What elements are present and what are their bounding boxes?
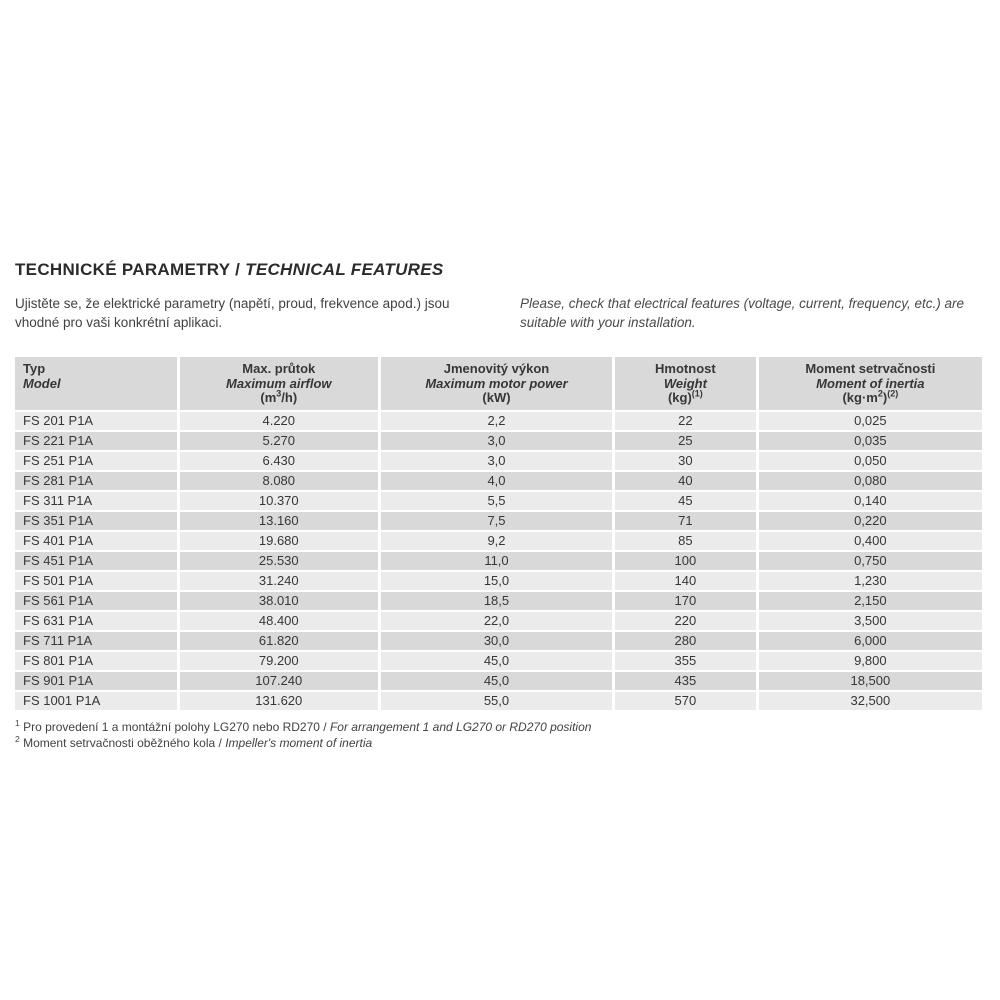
cell-moment-of-inertia: 0,080	[759, 472, 982, 490]
column-header-unit: $(kg\cdot m^2)^{(2)}$	[842, 388, 899, 406]
table-body	[15, 412, 982, 710]
table-row	[15, 552, 982, 570]
cell-weight: 435	[615, 672, 756, 690]
footnote-1-marker: 1	[15, 717, 20, 728]
page-title-english: TECHNICAL FEATURES	[245, 260, 444, 279]
cell-moment-of-inertia: 18,500	[759, 672, 982, 690]
cell-motor-power: 18,5	[381, 592, 612, 610]
cell-max-airflow: 4.220	[180, 412, 378, 430]
cell-motor-power: 3,0	[381, 452, 612, 470]
cell-weight: 85	[615, 532, 756, 550]
cell-max-airflow: 107.240	[180, 672, 378, 690]
cell-motor-power: 3,0	[381, 432, 612, 450]
table-row	[15, 532, 982, 550]
page-title-czech: TECHNICKÉ PARAMETRY /	[15, 260, 246, 279]
footnotes	[15, 719, 985, 752]
cell-moment-of-inertia: 6,000	[759, 632, 982, 650]
column-header-label-cz: Typ	[23, 361, 46, 377]
cell-motor-power: 11,0	[381, 552, 612, 570]
footnote-2-marker: 2	[15, 734, 20, 745]
cell-moment-of-inertia: 0,400	[759, 532, 982, 550]
table-row	[15, 452, 982, 470]
cell-weight: 280	[615, 632, 756, 650]
cell-motor-power: 7,5	[381, 512, 612, 530]
column-header-label-cz: Hmotnost	[655, 361, 716, 377]
cell-model: FS 251 P1A	[15, 452, 177, 470]
cell-motor-power: 9,2	[381, 532, 612, 550]
column-header-max-airflow	[180, 357, 378, 410]
table-row	[15, 592, 982, 610]
intro-paragraph-czech: Ujistěte se, že elektrické parametry (napětí, proud, frekvence apod.) jsou vhodné pro vaši konkrétní aplikaci.	[15, 296, 450, 330]
column-header-unit: (kg)$^{(1)}$	[667, 388, 703, 406]
table-header	[15, 357, 982, 410]
cell-model: FS 281 P1A	[15, 472, 177, 490]
footnote-1	[15, 719, 985, 735]
footnote-2-czech: Moment setrvačnosti oběžného kola /	[23, 736, 226, 751]
cell-max-airflow: 131.620	[180, 692, 378, 710]
cell-weight: 220	[615, 612, 756, 630]
cell-motor-power: 15,0	[381, 572, 612, 590]
cell-moment-of-inertia: 2,150	[759, 592, 982, 610]
cell-max-airflow: 31.240	[180, 572, 378, 590]
column-header-label-en: Maximum airflow	[226, 375, 332, 391]
cell-motor-power: 55,0	[381, 692, 612, 710]
cell-moment-of-inertia: 0,025	[759, 412, 982, 430]
column-header-label-en: Maximum motor power	[425, 375, 568, 391]
cell-weight: 71	[615, 512, 756, 530]
column-header-label-cz: Jmenovitý výkon	[443, 361, 550, 377]
table-row	[15, 492, 982, 510]
cell-weight: 40	[615, 472, 756, 490]
cell-model: FS 501 P1A	[15, 572, 177, 590]
table-row	[15, 672, 982, 690]
cell-weight: 45	[615, 492, 756, 510]
column-header-unit: $(m^3/h)$	[260, 388, 298, 406]
cell-moment-of-inertia: 0,140	[759, 492, 982, 510]
cell-motor-power: 2,2	[381, 412, 612, 430]
cell-max-airflow: 6.430	[180, 452, 378, 470]
cell-model: FS 631 P1A	[15, 612, 177, 630]
cell-max-airflow: 19.680	[180, 532, 378, 550]
cell-model: FS 311 P1A	[15, 492, 177, 510]
cell-model: FS 221 P1A	[15, 432, 177, 450]
cell-model: FS 451 P1A	[15, 552, 177, 570]
table-row	[15, 472, 982, 490]
cell-moment-of-inertia: 0,050	[759, 452, 982, 470]
footnote-2	[15, 735, 985, 751]
cell-model: FS 561 P1A	[15, 592, 177, 610]
column-header-label-en: Moment of inertia	[816, 375, 925, 391]
cell-motor-power: 45,0	[381, 652, 612, 670]
cell-max-airflow: 10.370	[180, 492, 378, 510]
cell-model: FS 201 P1A	[15, 412, 177, 430]
cell-max-airflow: 25.530	[180, 552, 378, 570]
table-row	[15, 652, 982, 670]
cell-weight: 30	[615, 452, 756, 470]
intro-paragraphs	[15, 295, 985, 332]
cell-motor-power: 22,0	[381, 612, 612, 630]
cell-motor-power: 45,0	[381, 672, 612, 690]
cell-max-airflow: 5.270	[180, 432, 378, 450]
cell-max-airflow: 13.160	[180, 512, 378, 530]
cell-motor-power: 4,0	[381, 472, 612, 490]
column-header-model	[15, 357, 177, 410]
cell-max-airflow: 61.820	[180, 632, 378, 650]
cell-model: FS 711 P1A	[15, 632, 177, 650]
cell-weight: 100	[615, 552, 756, 570]
cell-moment-of-inertia: 1,230	[759, 572, 982, 590]
cell-moment-of-inertia: 9,800	[759, 652, 982, 670]
cell-motor-power: 5,5	[381, 492, 612, 510]
footnote-1-english: For arrangement 1 and LG270 or RD270 position	[329, 719, 592, 734]
cell-moment-of-inertia: 3,500	[759, 612, 982, 630]
footnote-1-czech: Pro provedení 1 a montážní polohy LG270 nebo RD270 /	[23, 719, 330, 734]
cell-max-airflow: 38.010	[180, 592, 378, 610]
cell-moment-of-inertia: 0,035	[759, 432, 982, 450]
table-row	[15, 632, 982, 650]
column-header-label-cz: Max. průtok	[242, 361, 316, 377]
cell-weight: 170	[615, 592, 756, 610]
column-header-moment-of-inertia	[759, 357, 982, 410]
table-row	[15, 572, 982, 590]
table-row	[15, 512, 982, 530]
cell-weight: 25	[615, 432, 756, 450]
cell-model: FS 801 P1A	[15, 652, 177, 670]
cell-weight: 22	[615, 412, 756, 430]
column-header-weight	[615, 357, 756, 410]
column-header-label-en: Model	[23, 375, 61, 391]
cell-max-airflow: 48.400	[180, 612, 378, 630]
cell-weight: 140	[615, 572, 756, 590]
cell-weight: 355	[615, 652, 756, 670]
technical-features-table	[12, 355, 985, 712]
intro-paragraph-english: Please, check that electrical features (voltage, current, frequency, etc.) are suitable with your installation.	[520, 296, 964, 330]
column-header-motor-power	[381, 357, 612, 410]
column-header-label-en: Weight	[663, 375, 707, 391]
cell-moment-of-inertia: 0,750	[759, 552, 982, 570]
footnote-2-english: Impeller's moment of inertia	[225, 736, 373, 751]
cell-moment-of-inertia: 0,220	[759, 512, 982, 530]
cell-weight: 570	[615, 692, 756, 710]
column-header-label-cz: Moment setrvačnosti	[805, 361, 936, 377]
cell-max-airflow: 8.080	[180, 472, 378, 490]
cell-max-airflow: 79.200	[180, 652, 378, 670]
table-row	[15, 432, 982, 450]
table-row	[15, 412, 982, 430]
cell-model: FS 401 P1A	[15, 532, 177, 550]
cell-model: FS 1001 P1A	[15, 692, 177, 710]
cell-model: FS 901 P1A	[15, 672, 177, 690]
cell-model: FS 351 P1A	[15, 512, 177, 530]
cell-moment-of-inertia: 32,500	[759, 692, 982, 710]
cell-motor-power: 30,0	[381, 632, 612, 650]
page-content	[15, 260, 985, 752]
column-header-unit: (kW)	[482, 390, 511, 406]
table-row	[15, 612, 982, 630]
table-row	[15, 692, 982, 710]
page-title	[15, 260, 985, 280]
